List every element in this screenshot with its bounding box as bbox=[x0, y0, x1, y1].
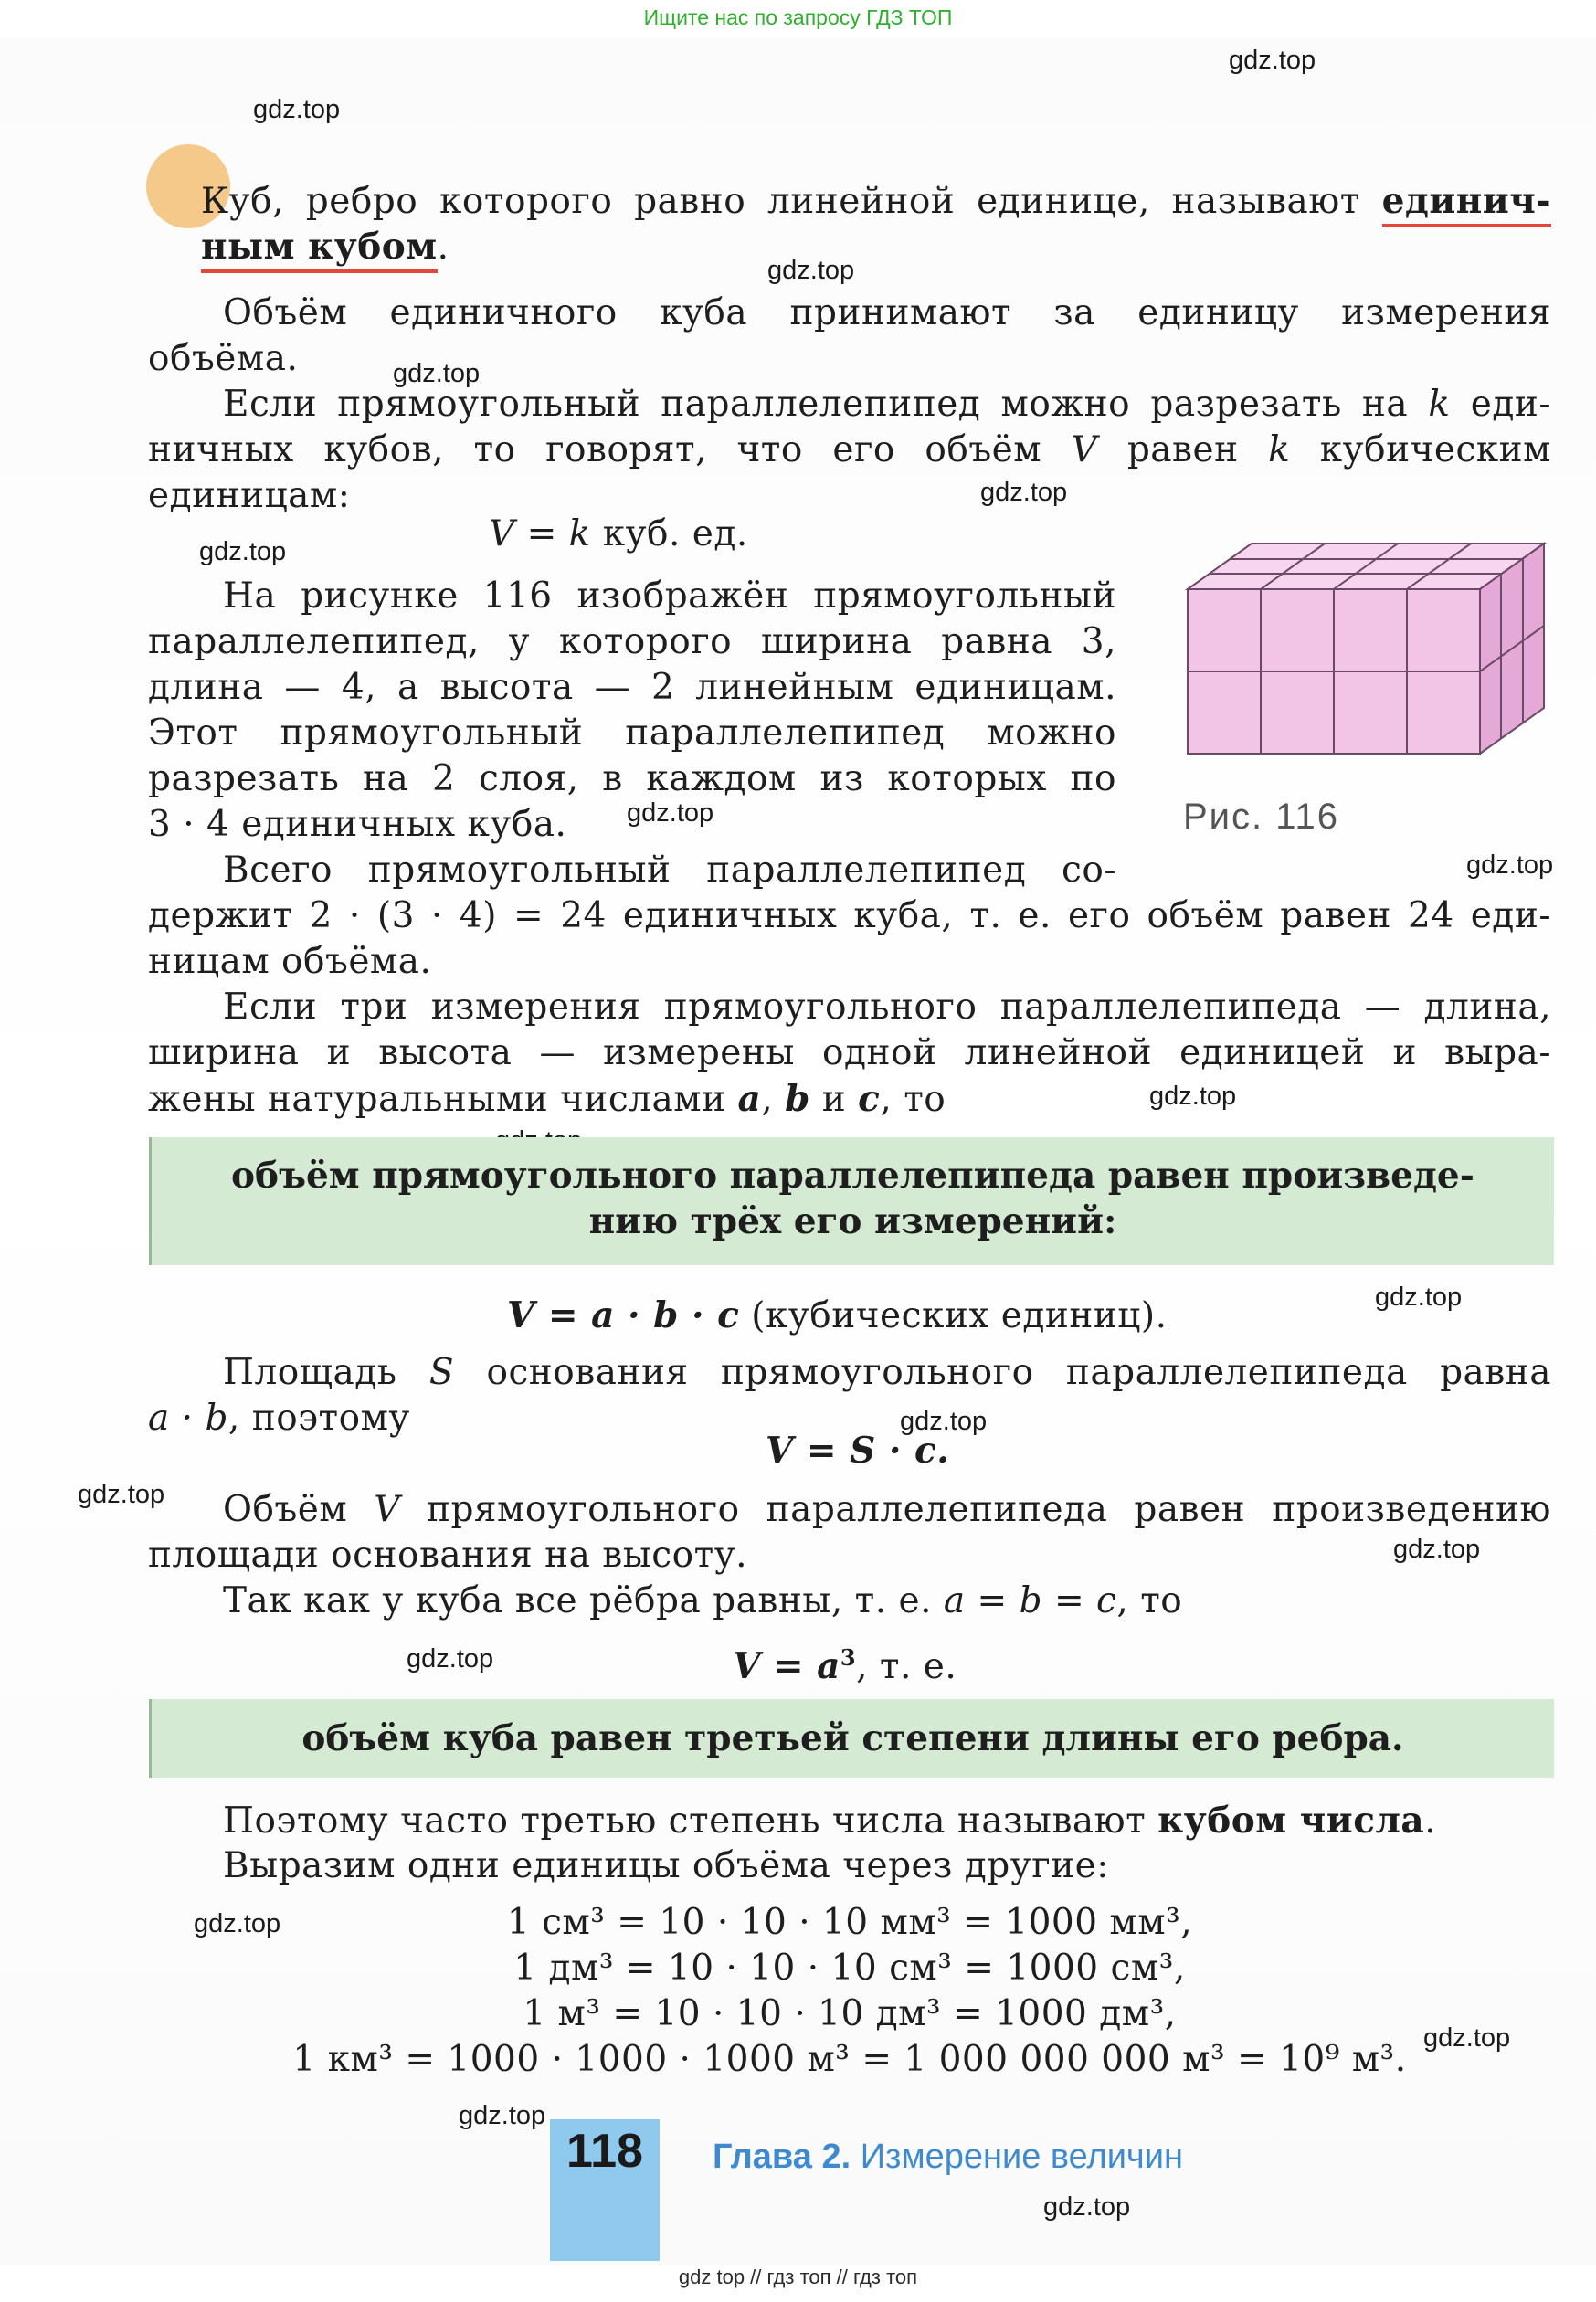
watermark: gdz.top bbox=[767, 256, 855, 285]
rule-line: нию трёх его измерений: bbox=[588, 1200, 1117, 1242]
rule-line: объём прямоугольного параллелепипеда равен произведе- bbox=[231, 1155, 1474, 1197]
unit-paragraph-line2: объёма. bbox=[148, 338, 299, 379]
figure-paragraph-line: длина — 4, а высота — 2 линейным единицам. bbox=[148, 667, 1116, 708]
figure-paragraph-line: 3 · 4 единичных куба. bbox=[148, 804, 567, 845]
watermark: gdz.top bbox=[900, 1407, 988, 1436]
watermark: gdz.top bbox=[980, 478, 1068, 507]
watermark: gdz.top bbox=[1229, 46, 1316, 75]
footer-links[interactable]: gdz top // гдз топ // гдз топ bbox=[678, 2265, 918, 2288]
watermark: gdz.top bbox=[1043, 2192, 1131, 2222]
height-paragraph-line1: Объём V прямоугольного параллелепипеда равен произведению bbox=[223, 1489, 1551, 1530]
formula-cube: $V = a^3$, т. е. bbox=[733, 1644, 957, 1687]
watermark: gdz.top bbox=[1375, 1283, 1463, 1312]
watermark: gdz.top bbox=[78, 1480, 165, 1509]
cube-number-paragraph: Поэтому часто третью степень числа называют кубом числа. bbox=[223, 1800, 1437, 1842]
total-paragraph-line: держит 2 · (3 · 4) = 24 единичных куба, т. е. его объём равен 24 еди- bbox=[148, 895, 1551, 936]
page-number: 118 bbox=[566, 2125, 643, 2178]
watermark: gdz.top bbox=[1423, 2023, 1511, 2053]
watermark: gdz.top bbox=[199, 537, 287, 566]
definition-line2: ным кубом. bbox=[201, 224, 449, 270]
base-paragraph-line1: Площадь S основания прямоугольного параллелепипеда равна bbox=[223, 1352, 1551, 1393]
formula-v-equals-k: V = k куб. ед. bbox=[489, 513, 748, 554]
total-paragraph-line: ницам объёма. bbox=[148, 941, 432, 982]
watermark: gdz.top bbox=[459, 2101, 546, 2130]
definition-term: ным кубом bbox=[201, 226, 438, 273]
watermark: gdz.top bbox=[194, 1909, 281, 1938]
figure-paragraph-line: На рисунке 116 изображён прямоугольный bbox=[223, 576, 1116, 617]
base-paragraph-line2: a · b, поэтому bbox=[148, 1398, 410, 1439]
watermark: gdz.top bbox=[1466, 850, 1554, 880]
watermark: gdz.top bbox=[1393, 1535, 1481, 1564]
formula-abc: V = a · b · c (кубических единиц). bbox=[507, 1294, 1168, 1336]
watermark: gdz.top bbox=[627, 798, 714, 828]
measures-paragraph-line1: Если три измерения прямоугольного параллелепипеда — длина, bbox=[223, 987, 1551, 1028]
height-paragraph-line2: площади основания на высоту. bbox=[148, 1535, 748, 1576]
figure-paragraph-line: параллелепипед, у которого ширина равна 3, bbox=[148, 621, 1116, 662]
express-paragraph: Выразим одни единицы объёма через другие: bbox=[223, 1845, 1109, 1886]
figure-paragraph-line: разрезать на 2 слоя, в каждом из которых по bbox=[148, 758, 1116, 799]
figure-paragraph-line: Этот прямоугольный параллелепипед можно bbox=[148, 713, 1116, 754]
watermark: gdz.top bbox=[1149, 1082, 1237, 1111]
conversion-line: 1 км³ = 1000 · 1000 · 1000 м³ = 1 000 000 000 м³ = 10⁹ м³. bbox=[292, 2039, 1407, 2080]
figure-caption: Рис. 116 bbox=[1183, 797, 1340, 837]
watermark: gdz.top bbox=[393, 359, 481, 388]
rule-line: объём куба равен третьей степени длины его ребра. bbox=[301, 1717, 1404, 1759]
conversion-line: 1 м³ = 10 · 10 · 10 дм³ = 1000 дм³, bbox=[523, 1993, 1177, 2034]
rule-box-cube bbox=[149, 1699, 1554, 1778]
k-paragraph-line3: единицам: bbox=[148, 475, 351, 516]
conversion-line: 1 см³ = 10 · 10 · 10 мм³ = 1000 мм³, bbox=[506, 1902, 1193, 1943]
definition-line1 bbox=[201, 178, 1551, 225]
search-banner[interactable]: Ищите нас по запросу ГДЗ ТОП bbox=[643, 5, 953, 29]
k-paragraph-line1: Если прямоугольный параллелепипед можно разрезать на k еди- bbox=[223, 384, 1552, 425]
formula-sc: V = S · c. bbox=[766, 1430, 950, 1472]
unit-paragraph-line1: Объём единичного куба принимают за единицу измерения bbox=[223, 292, 1551, 333]
k-paragraph-line2: ничных кубов, то говорят, что его объём V равен k кубическим bbox=[148, 429, 1551, 470]
definition-term: единич- bbox=[1382, 180, 1551, 227]
rule-box-volume bbox=[149, 1137, 1554, 1265]
total-paragraph-line: Всего прямоугольный параллелепипед со- bbox=[223, 850, 1116, 891]
watermark: gdz.top bbox=[253, 95, 341, 124]
chapter-title: Глава 2. Измерение величин bbox=[713, 2138, 1183, 2176]
definition-text: Куб, ребро которого равно линейной единице, называют bbox=[201, 181, 1382, 222]
conversion-line: 1 дм³ = 10 · 10 · 10 см³ = 1000 см³, bbox=[513, 1948, 1186, 1989]
watermark: gdz.top bbox=[407, 1644, 494, 1674]
cube-paragraph: Так как у куба все рёбра равны, т. е. a = b = c, то bbox=[223, 1580, 1183, 1621]
parallelepiped-figure bbox=[1179, 534, 1562, 763]
measures-paragraph-line2: ширина и высота — измерены одной линейной единицей и выра- bbox=[148, 1032, 1551, 1073]
measures-paragraph-line3: жены натуральными числами a, b и c, то bbox=[148, 1078, 946, 1120]
